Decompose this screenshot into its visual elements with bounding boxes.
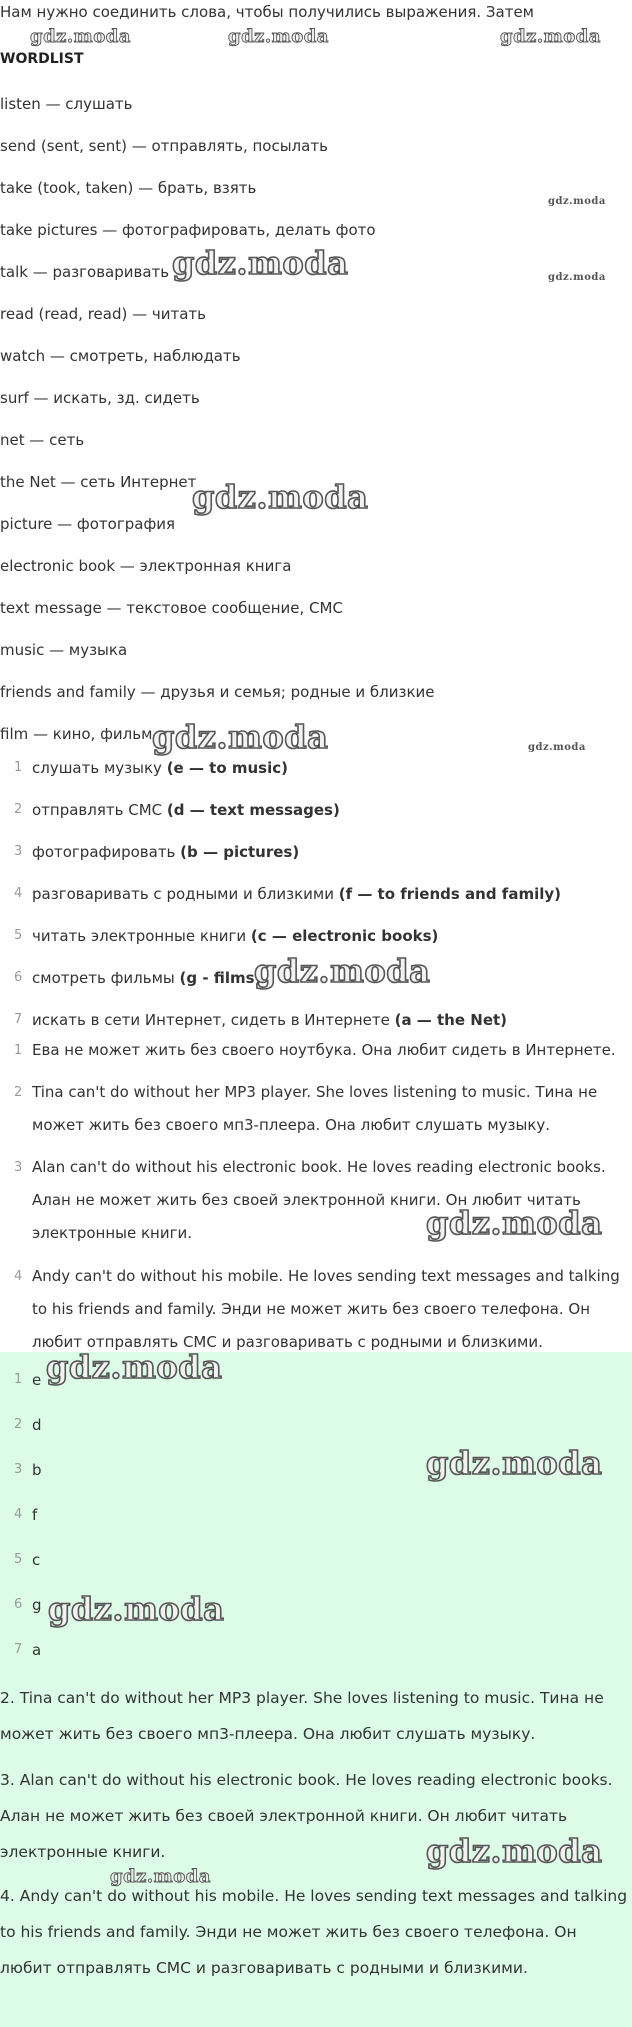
answer-paragraph: 4. Andy can't do without his mobile. He loves sending text messages and talking to his friends and family. Энди не может жить без своего телефона. Он любит отправлять СМС и разговаривать с родными и близкими. xyxy=(0,1887,628,1977)
list-number: 2 xyxy=(14,802,23,817)
watermark: gdz.moda xyxy=(192,478,369,516)
list-number: 4 xyxy=(14,1269,23,1284)
list-number: 3 xyxy=(14,1160,23,1175)
wordlist-item: talk — разговаривать xyxy=(0,263,170,281)
list-number: 4 xyxy=(14,886,23,901)
watermark: gdz.moda xyxy=(152,718,329,756)
list-number: 1 xyxy=(14,760,23,775)
wordlist-item: watch — смотреть, наблюдать xyxy=(0,347,241,365)
watermark: gdz.moda xyxy=(48,1590,225,1628)
wordlist-item: film — кино, фильм xyxy=(0,725,153,743)
list-item: смотреть фильмы (g - films) xyxy=(32,969,262,987)
sentence-item: Tina can't do without her MP3 player. She loves listening to music. Тина не может жить без своего мп3-плеера. Она любит слушать музыку. xyxy=(32,1083,598,1134)
watermark: gdz.moda xyxy=(528,742,586,753)
list-item: фотографировать (b — pictures) xyxy=(32,843,300,861)
wordlist-item: listen — слушать xyxy=(0,95,133,113)
wordlist-item: net — сеть xyxy=(0,431,85,449)
answer-item: c xyxy=(32,1551,41,1569)
list-number: 7 xyxy=(14,1012,23,1027)
watermark: gdz.moda xyxy=(426,1444,603,1482)
list-number: 1 xyxy=(14,1043,23,1058)
sentence-item: Andy can't do without his mobile. He loves sending text messages and talking to his friends and family. Энди не может жить без своего телефона. Он любит отправлять СМС и разговаривать с родными и близкими. xyxy=(32,1267,620,1351)
list-item: слушать музыку (e — to music) xyxy=(32,759,288,777)
wordlist-item: send (sent, sent) — отправлять, посылать xyxy=(0,137,328,155)
watermark: gdz.moda xyxy=(426,1832,603,1870)
answer-item: e xyxy=(32,1371,42,1389)
list-number: 7 xyxy=(14,1642,23,1657)
watermark: gdz.moda xyxy=(548,272,606,283)
sentence-item: Ева не может жить без своего ноутбука. Она любит сидеть в Интернете. xyxy=(32,1041,616,1059)
answer-paragraph: 3. Alan can't do without his electronic book. He loves reading electronic books. Алан не может жить без своей электронной книги. Он любит читать электронные книги. xyxy=(0,1771,613,1861)
list-number: 1 xyxy=(14,1372,23,1387)
list-number: 3 xyxy=(14,844,23,859)
list-number: 4 xyxy=(14,1507,23,1522)
answer-item: b xyxy=(32,1461,42,1479)
watermark: gdz.moda xyxy=(172,244,349,282)
watermark: gdz.moda xyxy=(228,26,329,47)
wordlist-item: surf — искать, зд. сидеть xyxy=(0,389,200,407)
list-number: 5 xyxy=(14,1552,23,1567)
list-number: 2 xyxy=(14,1085,23,1100)
list-item: искать в сети Интернет, сидеть в Интернете (a — the Net) xyxy=(32,1011,508,1029)
watermark: gdz.moda xyxy=(548,196,606,207)
list-number: 6 xyxy=(14,1597,23,1612)
list-number: 5 xyxy=(14,928,23,943)
list-number: 3 xyxy=(14,1462,23,1477)
wordlist-item: text message — текстовое сообщение, СМС xyxy=(0,599,343,617)
list-number: 6 xyxy=(14,970,23,985)
watermark: gdz.moda xyxy=(254,952,431,990)
wordlist-item: electronic book — электронная книга xyxy=(0,557,292,575)
list-number: 2 xyxy=(14,1417,23,1432)
list-item: читать электронные книги (c — electronic books) xyxy=(32,927,439,945)
wordlist-item: music — музыка xyxy=(0,641,128,659)
answer-item: f xyxy=(32,1506,38,1524)
wordlist-heading: WORDLIST xyxy=(0,51,84,67)
watermark: gdz.moda xyxy=(30,26,131,47)
wordlist-item: read (read, read) — читать xyxy=(0,305,207,323)
watermark: gdz.moda xyxy=(110,1866,211,1887)
answer-paragraph: 2. Tina can't do without her MP3 player. She loves listening to music. Тина не может жить без своего мп3-плеера. Она любит слушать музыку. xyxy=(0,1689,604,1743)
watermark: gdz.moda xyxy=(426,1204,603,1242)
answer-item: a xyxy=(32,1641,42,1659)
wordlist-item: friends and family — друзья и семья; родные и близкие xyxy=(0,683,435,701)
wordlist-item: picture — фотография xyxy=(0,515,176,533)
wordlist-item: take pictures — фотографировать, делать фото xyxy=(0,221,376,239)
answer-item: d xyxy=(32,1416,42,1434)
wordlist-item: take (took, taken) — брать, взять xyxy=(0,179,257,197)
wordlist-item: the Net — сеть Интернет xyxy=(0,473,197,491)
list-item: разговаривать с родными и близкими (f — to friends and family) xyxy=(32,885,562,903)
watermark: gdz.moda xyxy=(500,26,601,47)
answer-item: g xyxy=(32,1596,42,1614)
list-item: отправлять СМС (d — text messages) xyxy=(32,801,340,819)
sentence-item: Alan can't do without his electronic book. He loves reading electronic books. Алан не может жить без своей электронной книги. Он любит читать электронные книги. xyxy=(32,1158,606,1242)
watermark: gdz.moda xyxy=(46,1348,223,1386)
intro-text: Нам нужно соединить слова, чтобы получились выражения. Затем xyxy=(0,3,534,21)
